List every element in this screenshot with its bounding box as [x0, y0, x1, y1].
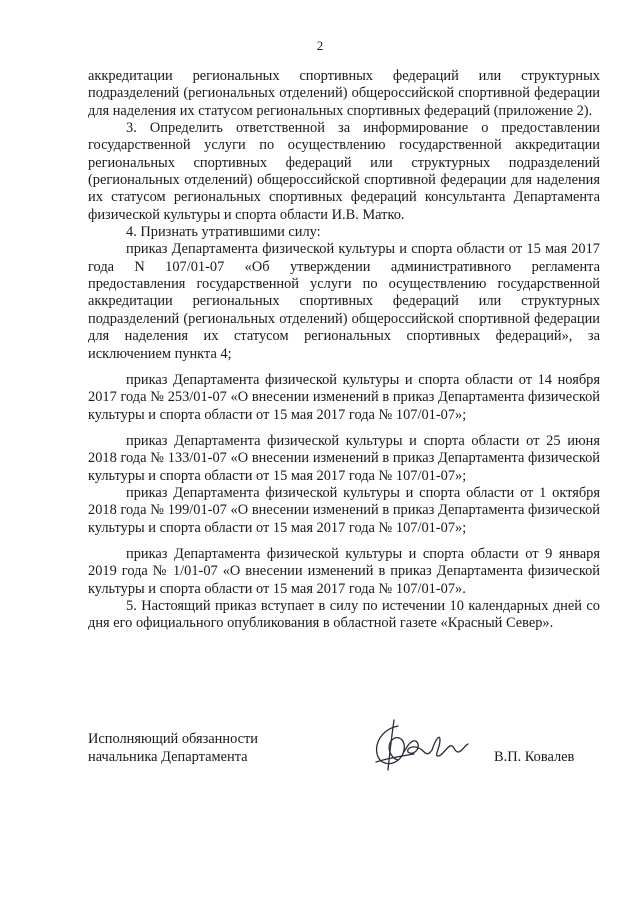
repealed-order-2018-133: приказ Департамента физической культуры и спорта области от 25 июня 2018 года № 133/01-07 «О внесении изменений в приказ Департамента физической культуры и спорта области от 15 мая 2017 года № 107/01-07»;	[88, 432, 600, 484]
repealed-order-2017-253: приказ Департамента физической культуры и спорта области от 14 ноября 2017 года № 253/01-07 «О внесении изменений в приказ Департамента физической культуры и спорта области от 15 мая 2017 года № 107/01-07»;	[88, 371, 600, 423]
repealed-order-2019-1: приказ Департамента физической культуры и спорта области от 9 января 2019 года № 1/01-07 «О внесении изменений в приказ Департамента физической культуры и спорта области от 15 мая 2017 года № 107/01-07».	[88, 545, 600, 597]
signatory-title-line-1: Исполняющий обязанности	[88, 731, 259, 747]
signatory-title-line-2: начальника Департамента	[88, 749, 248, 765]
repealed-order-2018-199: приказ Департамента физической культуры и спорта области от 1 октября 2018 года № 199/01-07 «О внесении изменений в приказ Департамента физической культуры и спорта области от 15 мая 2017 года № 107/01-07»;	[88, 484, 600, 536]
repealed-order-2017-107: приказ Департамента физической культуры и спорта области от 15 мая 2017 года N 107/01-07 «Об утверждении административного регламента предоставления государственной услуги по осуществлению государственной аккредитации региональных спортивных федераций или структурных подразделений (региональных отделений) общероссийской спортивной федерации для наделения их статусом региональных спортивных федераций», за исключением пункта 4;	[88, 241, 600, 362]
page-number: 2	[316, 38, 324, 53]
paragraph-approval-continuation: аккредитации региональных спортивных федераций или структурных подразделений (региональных отделений) общероссийской спортивной федерации для наделения их статусом региональных спортивных федераций (приложение 2).	[88, 68, 600, 119]
handwritten-signature	[368, 716, 480, 776]
signatory-title	[88, 730, 258, 766]
paragraph-item-5: 5. Настоящий приказ вступает в силу по истечении 10 календарных дней со дня его официального опубликования в областной газете «Красный Север».	[88, 597, 600, 632]
paragraph-item-3: 3. Определить ответственной за информирование о предоставлении государственной услуги по осуществлению государственной аккредитации региональных спортивных федераций или структурных подразделений (региональных отделений) общероссийской спортивной федерации для наделения их статусом региональных спортивных федераций консультанта Департамента физической культуры и спорта области И.В. Матко.	[88, 120, 600, 223]
signatory-name: В.П. Ковалев	[494, 749, 575, 765]
order-body	[88, 68, 600, 633]
paragraph-item-4: 4. Признать утратившими силу:	[126, 224, 321, 241]
